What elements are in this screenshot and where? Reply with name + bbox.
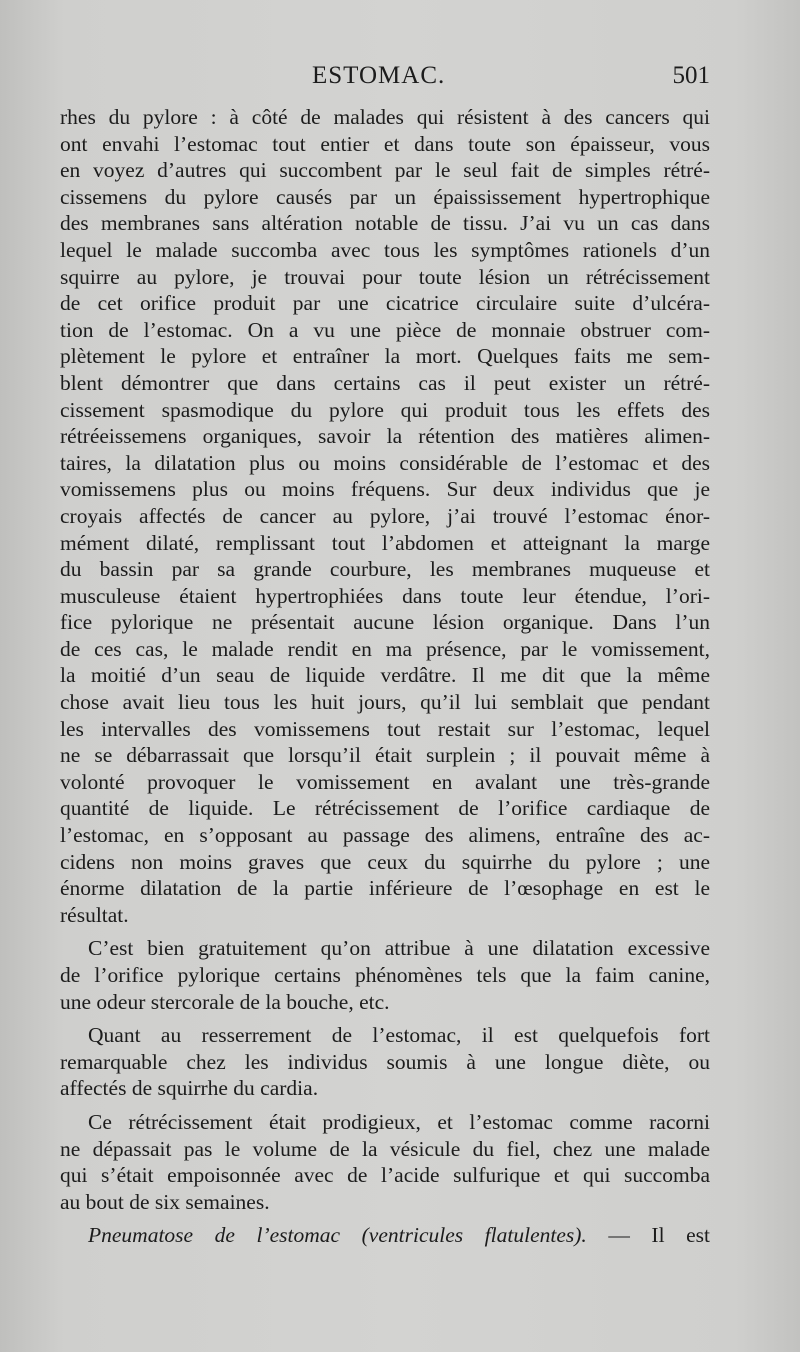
text-line: ont envahi l’estomac tout entier et dans toute son épaisseur, vous <box>60 131 710 156</box>
text-line: au bout de six semaines. <box>60 1189 270 1214</box>
body-text <box>60 104 710 1249</box>
page-number: 501 <box>672 62 710 89</box>
paragraph-gap <box>60 1015 710 1022</box>
section-heading-line <box>60 1222 710 1249</box>
text-line: chose avait lieu tous les huit jours, qu’il lui semblait que pendant <box>60 690 710 715</box>
running-title: ESTOMAC. <box>312 62 446 89</box>
text-line: de ces cas, le malade rendit en ma présence, par le vomissement, <box>60 636 710 661</box>
paragraph-gap <box>60 1102 710 1109</box>
text-line: des membranes sans altération notable de tissu. J’ai vu un cas dans <box>60 211 710 236</box>
text-line: du bassin par sa grande courbure, les membranes muqueuse et <box>60 557 710 582</box>
text-line: de cet orifice produit par une cicatrice circulaire suite d’ulcéra- <box>60 291 710 316</box>
text-line: musculeuse étaient hypertrophiées dans toute leur étendue, l’ori- <box>60 583 710 608</box>
text-line: remarquable chez les individus soumis à une longue diète, ou <box>60 1049 710 1074</box>
text-line: affectés de squirrhe du cardia. <box>60 1076 319 1101</box>
paragraph-gap <box>60 1215 710 1222</box>
text-line: plètement le pylore et entraîner la mort. Quelques faits me sem- <box>60 344 710 369</box>
text-line: une odeur stercorale de la bouche, etc. <box>60 989 390 1014</box>
text-line: taires, la dilatation plus ou moins considérable de l’estomac et des <box>60 450 710 475</box>
text-line: fice pylorique ne présentait aucune lésion organique. Dans l’un <box>60 610 710 635</box>
text-line: de l’orifice pylorique certains phénomènes tels que la faim canine, <box>60 963 710 987</box>
text-line: les intervalles des vomissemens tout restait sur l’estomac, lequel <box>60 716 710 741</box>
page-header <box>60 62 710 96</box>
text-line: en voyez d’autres qui succombent par le seul fait de simples rétré- <box>60 158 710 183</box>
text-line: mément dilaté, remplissant tout l’abdomen et atteignant la marge <box>60 530 710 555</box>
text-line: squirre au pylore, je trouvai pour toute lésion un rétrécissement <box>60 264 710 289</box>
text-line: ne se débarrassait que lorsqu’il était surplein ; il pouvait même à <box>60 743 710 768</box>
text-line: ne dépassait pas le volume de la vésicule du fiel, chez une malade <box>60 1136 710 1161</box>
text-line: cissement spasmodique du pylore qui produit tous les effets des <box>60 397 710 422</box>
text-line: cissemens du pylore causés par un épaississement hypertrophique <box>60 184 710 209</box>
text-line: la moitié d’un seau de liquide verdâtre. Il me dit que la même <box>60 663 710 688</box>
text-line: rétréeissemens organiques, savoir la rétention des matières alimen- <box>60 424 710 449</box>
paragraph-gap <box>60 928 710 935</box>
text-line: quantité de liquide. Le rétrécissement de l’orifice cardiaque de <box>60 796 710 821</box>
section-heading: Pneumatose de l’estomac (ventricules flatulentes). <box>88 1223 587 1248</box>
text-line: volonté provoquer le vomissement en avalant une très-grande <box>60 769 710 794</box>
text-line: qui s’était empoisonnée avec de l’acide sulfurique et qui succomba <box>60 1163 710 1188</box>
text-line: croyais affectés de cancer au pylore, j’ai trouvé l’estomac énor- <box>60 503 710 528</box>
text-line: C’est bien gratuitement qu’on attribue à une dilatation excessive <box>88 936 710 961</box>
text-line: l’estomac, en s’opposant au passage des alimens, entraîne des ac- <box>60 823 710 848</box>
text-line: vomissemens plus ou moins fréquens. Sur deux individus que je <box>60 477 710 502</box>
text-line: Ce rétrécissement était prodigieux, et l’estomac comme racorni <box>88 1109 710 1134</box>
text-line: Quant au resserrement de l’estomac, il est quelquefois fort <box>88 1023 710 1048</box>
text-line: rhes du pylore : à côté de malades qui résistent à des cancers qui <box>60 105 710 129</box>
text-line: énorme dilatation de la partie inférieure de l’œsophage en est le <box>60 876 710 901</box>
text-line: cidens non moins graves que ceux du squirrhe du pylore ; une <box>60 849 710 874</box>
text-line: tion de l’estomac. On a vu une pièce de monnaie obstruer com- <box>60 317 710 342</box>
text-line: résultat. <box>60 902 129 927</box>
section-heading-continuation: — Il est <box>586 1223 710 1248</box>
text-line: blent démontrer que dans certains cas il peut exister un rétré- <box>60 370 710 395</box>
text-line: lequel le malade succomba avec tous les symptômes rationels d’un <box>60 237 710 262</box>
